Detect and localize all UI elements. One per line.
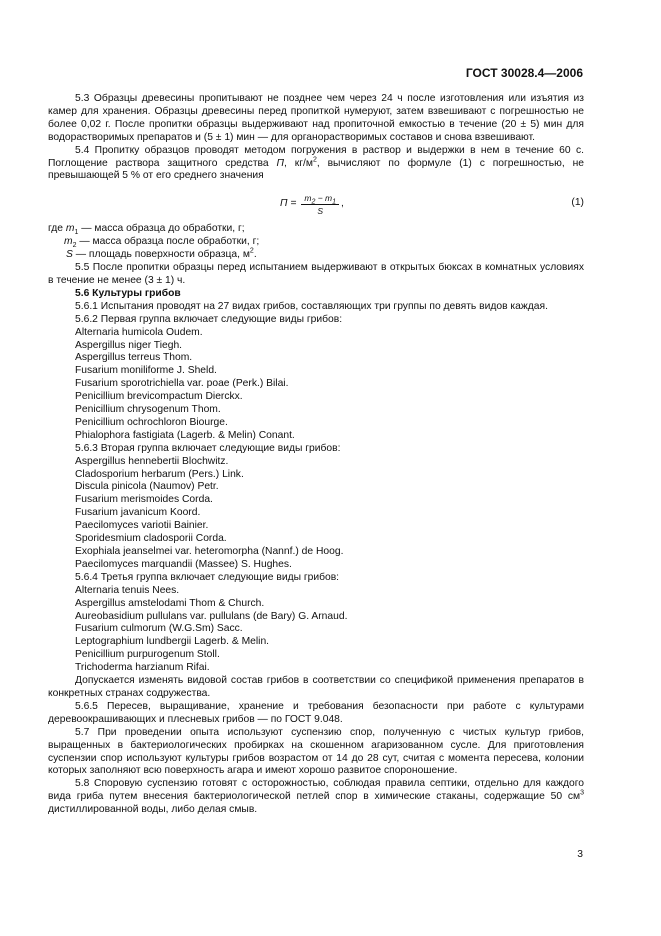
species-item: Exophiala jeanselmei var. heteromorpha (Nannf.) de Hoog.	[75, 546, 344, 557]
paragraph-5-5: 5.5 После пропитки образцы перед испытанием выдерживают в открытых бюксах в комнатных условиях в течение не менее (3 ± 1) ч.	[48, 262, 584, 286]
paragraph-5-4	[48, 145, 584, 184]
species-item: Penicillium chrysogenum Thom.	[75, 404, 221, 416]
species-item: Aspergillus hennebertii Blochwitz.	[75, 455, 229, 467]
species-item: Aureobasidium pullulans var. pullulans (de Bary) G. Arnaud.	[75, 610, 348, 622]
formula-tail: ,	[341, 198, 344, 210]
formula-num-b: m	[325, 193, 333, 204]
paragraph-5-4-text-b: , кг/м	[283, 157, 313, 169]
paragraph-5-8-text-a: 5.8 Споровую суспензию готовят с осторожностью, соблюдая правила септики, отдельно для каждого вида гриба путем внесения бактериологической петлей спор в химические стаканы, содержащие 50 см	[48, 778, 584, 803]
where-var-s: S	[66, 249, 73, 261]
formula-lhs: П =	[280, 198, 297, 210]
species-item: Alternaria humicola Oudem.	[75, 326, 203, 338]
paragraph-5-4-text-c: , вычисляют по формуле (1) с погрешностью, не превышающей 5 % от его среднего значения	[48, 157, 585, 182]
species-item: Fusarium moniliforme J. Sheld.	[75, 365, 217, 377]
formula-num-a: m	[304, 193, 312, 204]
species-item: Trichoderma harzianum Rifai.	[75, 662, 210, 674]
species-item: Penicillium brevicompactum Dierckx.	[75, 391, 243, 403]
paragraph-5-6-3: 5.6.3 Вторая группа включает следующие виды грибов:	[75, 442, 341, 454]
paragraph-5-4-var: П	[276, 157, 284, 169]
species-item: Phialophora fastigiata (Lagerb. & Melin) Conant.	[75, 429, 295, 441]
species-item: Fusarium merismoides Corda.	[75, 494, 213, 506]
where-line-1	[48, 223, 584, 236]
species-item: Discula pinicola (Naumov) Petr.	[75, 481, 219, 493]
formula-num-op: −	[315, 193, 326, 204]
where-var-m2: m	[64, 236, 73, 248]
formula-1	[48, 187, 584, 221]
paragraph-allowed: Допускается изменять видовой состав грибов в соответствии со спецификой применения препаратов в конкретных странах содружества.	[48, 675, 584, 699]
paragraph-5-6-1: 5.6.1 Испытания проводят на 27 видах грибов, составляющих три группы по девять видов каждая.	[75, 300, 548, 312]
formula-num-a-sub: 2	[311, 199, 316, 207]
paragraph-5-8	[48, 778, 584, 817]
formula-fraction	[301, 193, 339, 216]
document-body	[48, 93, 584, 817]
species-item: Fusarium sporotrichiella var. poae (Perk.) Bilai.	[75, 378, 289, 390]
paragraph-5-6-2: 5.6.2 Первая группа включает следующие виды грибов:	[75, 313, 343, 325]
page-number: 3	[577, 849, 583, 860]
paragraph-5-6-4: 5.6.4 Третья группа включает следующие виды грибов:	[75, 571, 340, 583]
paragraph-5-4-text-a: 5.4 Пропитку образцов проводят методом погружения в раствор и выдержки в нем в течение 60 с. Поглощение раствора защитного средства	[48, 144, 584, 169]
paragraph-5-8-text-b: дистиллированной воды, либо делая смыв.	[48, 804, 258, 816]
formula-num-b-sub: 1	[332, 199, 337, 207]
formula-body	[280, 193, 344, 216]
where-text-3: — площадь поверхности образца, м	[72, 249, 250, 261]
where-sub-1: 1	[74, 229, 79, 237]
where-line-3	[48, 249, 584, 262]
species-item: Aspergillus amstelodami Thom & Church.	[75, 597, 265, 609]
where-line-2	[48, 236, 584, 249]
paragraph-5-4-sup: 2	[312, 156, 317, 164]
species-item: Alternaria tenuis Nees.	[75, 584, 180, 596]
where-sup-3: 2	[249, 247, 254, 255]
species-item: Penicillium purpurogenum Stoll.	[75, 649, 220, 661]
where-var-m1: m	[65, 223, 75, 235]
where-text-1: — масса образца до обработки, г;	[78, 223, 245, 235]
species-item: Fusarium culmorum (W.G.Sm) Sacc.	[75, 623, 243, 635]
species-item: Sporidesmium cladosporii Corda.	[75, 533, 227, 545]
where-end-3: .	[253, 249, 257, 261]
formula-number: (1)	[571, 197, 584, 209]
document-header: ГОСТ 30028.4—2006	[465, 66, 583, 80]
where-sub-2: 2	[72, 242, 77, 250]
species-item: Leptographium lundbergii Lagerb. & Melin.	[75, 636, 270, 648]
where-prefix: где	[48, 223, 66, 235]
paragraph-5-6-5: 5.6.5 Пересев, выращивание, хранение и требования безопасности при работе с культурами деревоокрашивающих и плесневых грибов — по ГОСТ 9.048.	[48, 700, 584, 725]
species-item: Penicillium ochrochloron Biourge.	[75, 416, 228, 428]
where-text-2: — масса образца после обработки, г;	[76, 236, 260, 248]
paragraph-5-7: 5.7 При проведении опыта используют суспензию спор, полученную с чистых культур грибов, выращенных в бактериологических пробирках на скошенном агаризованном сусле. Для приготовления суспензии спор используют культуры грибов возрастом от 14 до 28 сут, считая с момента пересева, колонии которых заполняют всю поверхность агара и имеют хорошо развитое спороношение.	[48, 726, 584, 777]
species-item: Aspergillus niger Tiegh.	[75, 339, 183, 351]
formula-denominator: S	[317, 206, 324, 217]
species-item: Paecilomyces variotii Bainier.	[75, 520, 209, 532]
paragraph-5-8-sup: 3	[580, 789, 584, 797]
formula-numerator	[301, 193, 339, 205]
species-item: Cladosporium herbarum (Pers.) Link.	[75, 468, 244, 480]
species-item: Aspergillus terreus Thom.	[75, 352, 193, 364]
species-item: Paecilomyces marquandii (Massee) S. Hughes.	[75, 558, 292, 570]
paragraph-5-3: 5.3 Образцы древесины пропитывают не позднее чем через 24 ч после изготовления или изъятия из камер для хранения. Образцы древесины перед пропиткой нумеруют, затем взвешивают с погрешностью не более 0,02 г. После пропитки образцы выдерживают над пропиточной емкостью в течение (20 ± 5) мин для водорастворимых препаратов и (5 ± 1) мин — для органорастворимых составов и снова взвешивают.	[48, 93, 584, 143]
species-item: Fusarium javanicum Koord.	[75, 507, 201, 519]
section-heading-5-6: 5.6 Культуры грибов	[75, 287, 181, 299]
